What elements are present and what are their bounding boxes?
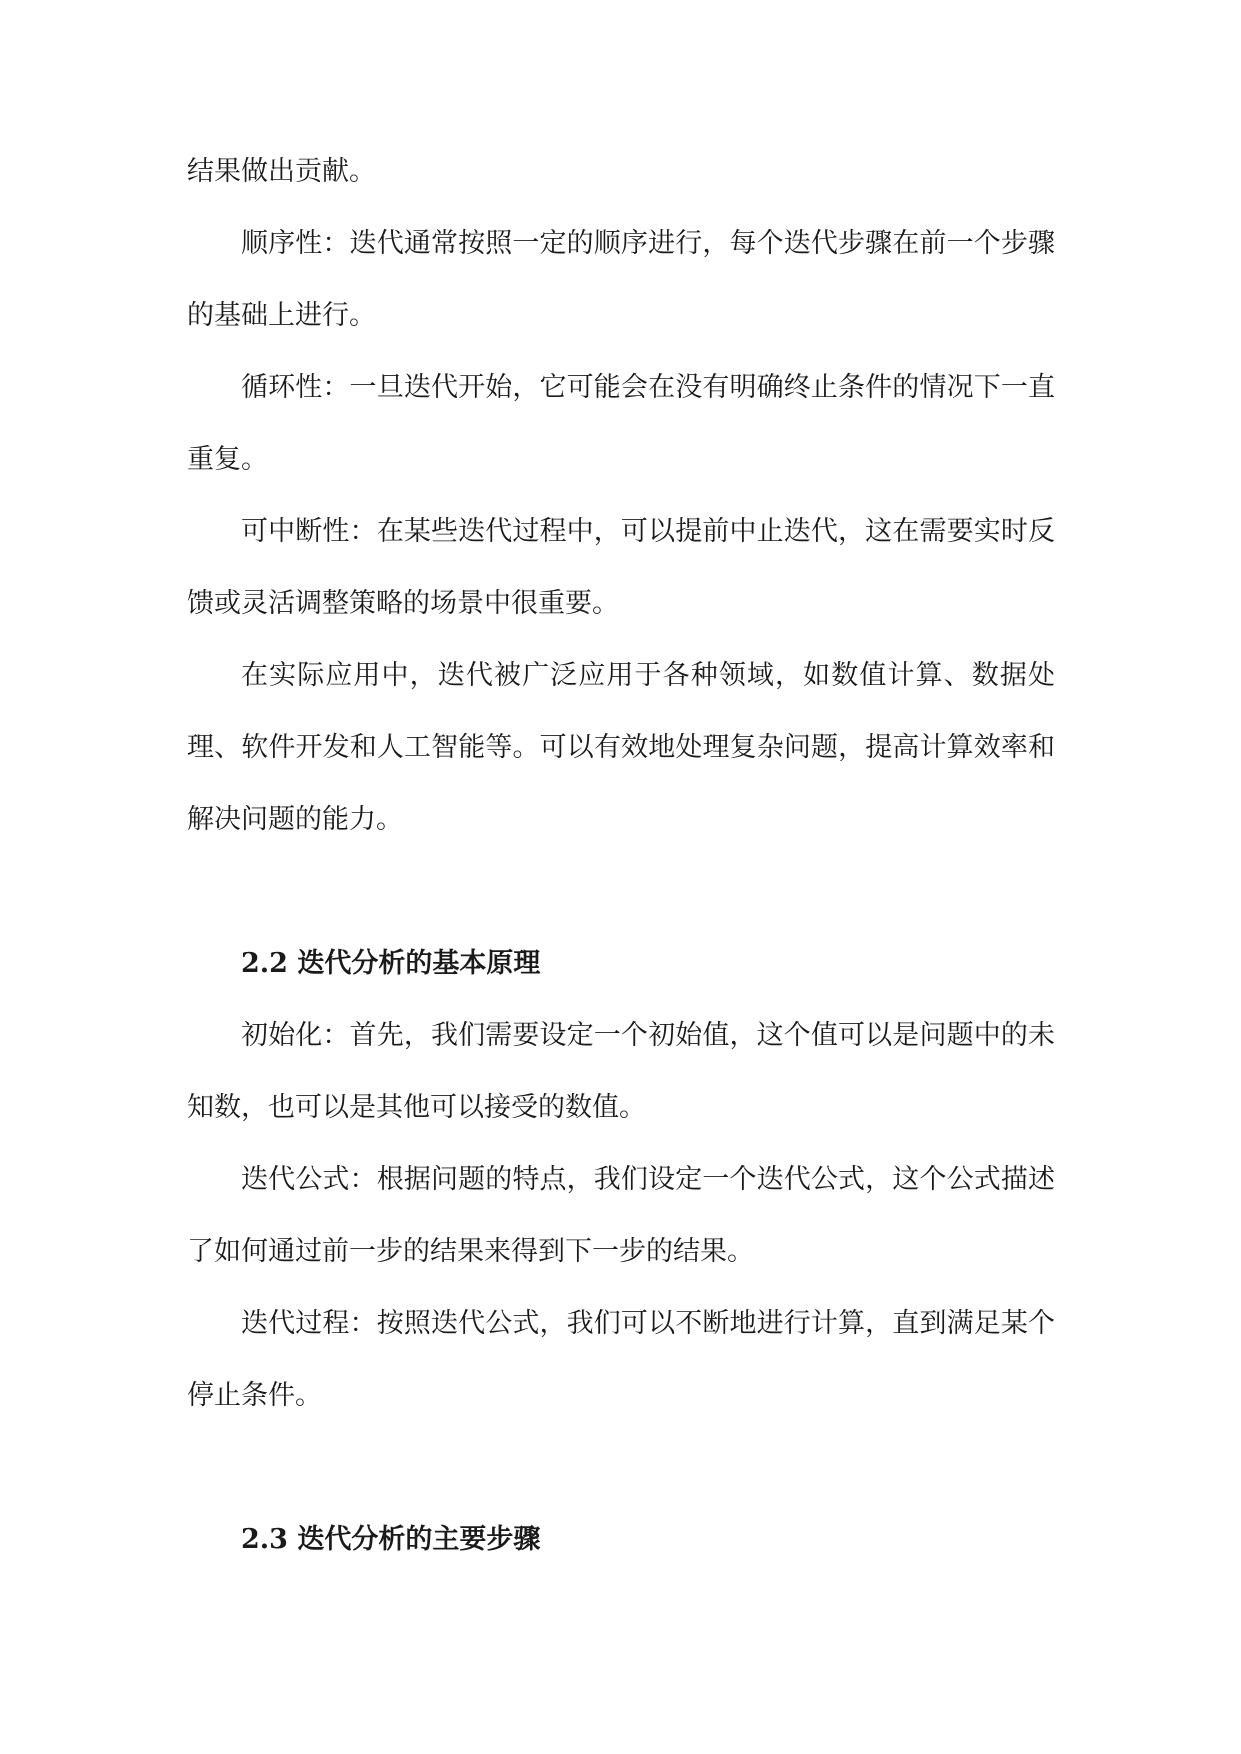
paragraph-interruptibility: 可中断性：在某些迭代过程中，可以提前中止迭代，这在需要实时反馈或灵活调整策略的场景中很重要。: [187, 516, 1055, 619]
section-heading-2-3: 2.3 迭代分析的主要步骤: [241, 1524, 541, 1555]
section-spacer: [187, 856, 1055, 928]
paragraph-continued: 结果做出贡献。: [187, 156, 376, 187]
paragraph-sequentiality: 顺序性：迭代通常按照一定的顺序进行，每个迭代步骤在前一个步骤的基础上进行。: [187, 228, 1055, 331]
paragraph-initialization: 初始化：首先，我们需要设定一个初始值，这个值可以是问题中的未知数，也可以是其他可以接受的数值。: [187, 1020, 1055, 1123]
paragraph-iteration-formula: 迭代公式：根据问题的特点，我们设定一个迭代公式，这个公式描述了如何通过前一步的结果来得到下一步的结果。: [187, 1164, 1055, 1267]
paragraph-applications: 在实际应用中，迭代被广泛应用于各种领域，如数值计算、数据处理、软件开发和人工智能等。可以有效地处理复杂问题，提高计算效率和解决问题的能力。: [187, 660, 1055, 835]
section-spacer: [187, 1432, 1055, 1504]
section-heading-2-2: 2.2 迭代分析的基本原理: [241, 948, 541, 979]
paragraph-cyclicity: 循环性：一旦迭代开始，它可能会在没有明确终止条件的情况下一直重复。: [187, 372, 1055, 475]
document-body: [187, 136, 1055, 1576]
paragraph-iteration-process: 迭代过程：按照迭代公式，我们可以不断地进行计算，直到满足某个停止条件。: [187, 1308, 1055, 1411]
